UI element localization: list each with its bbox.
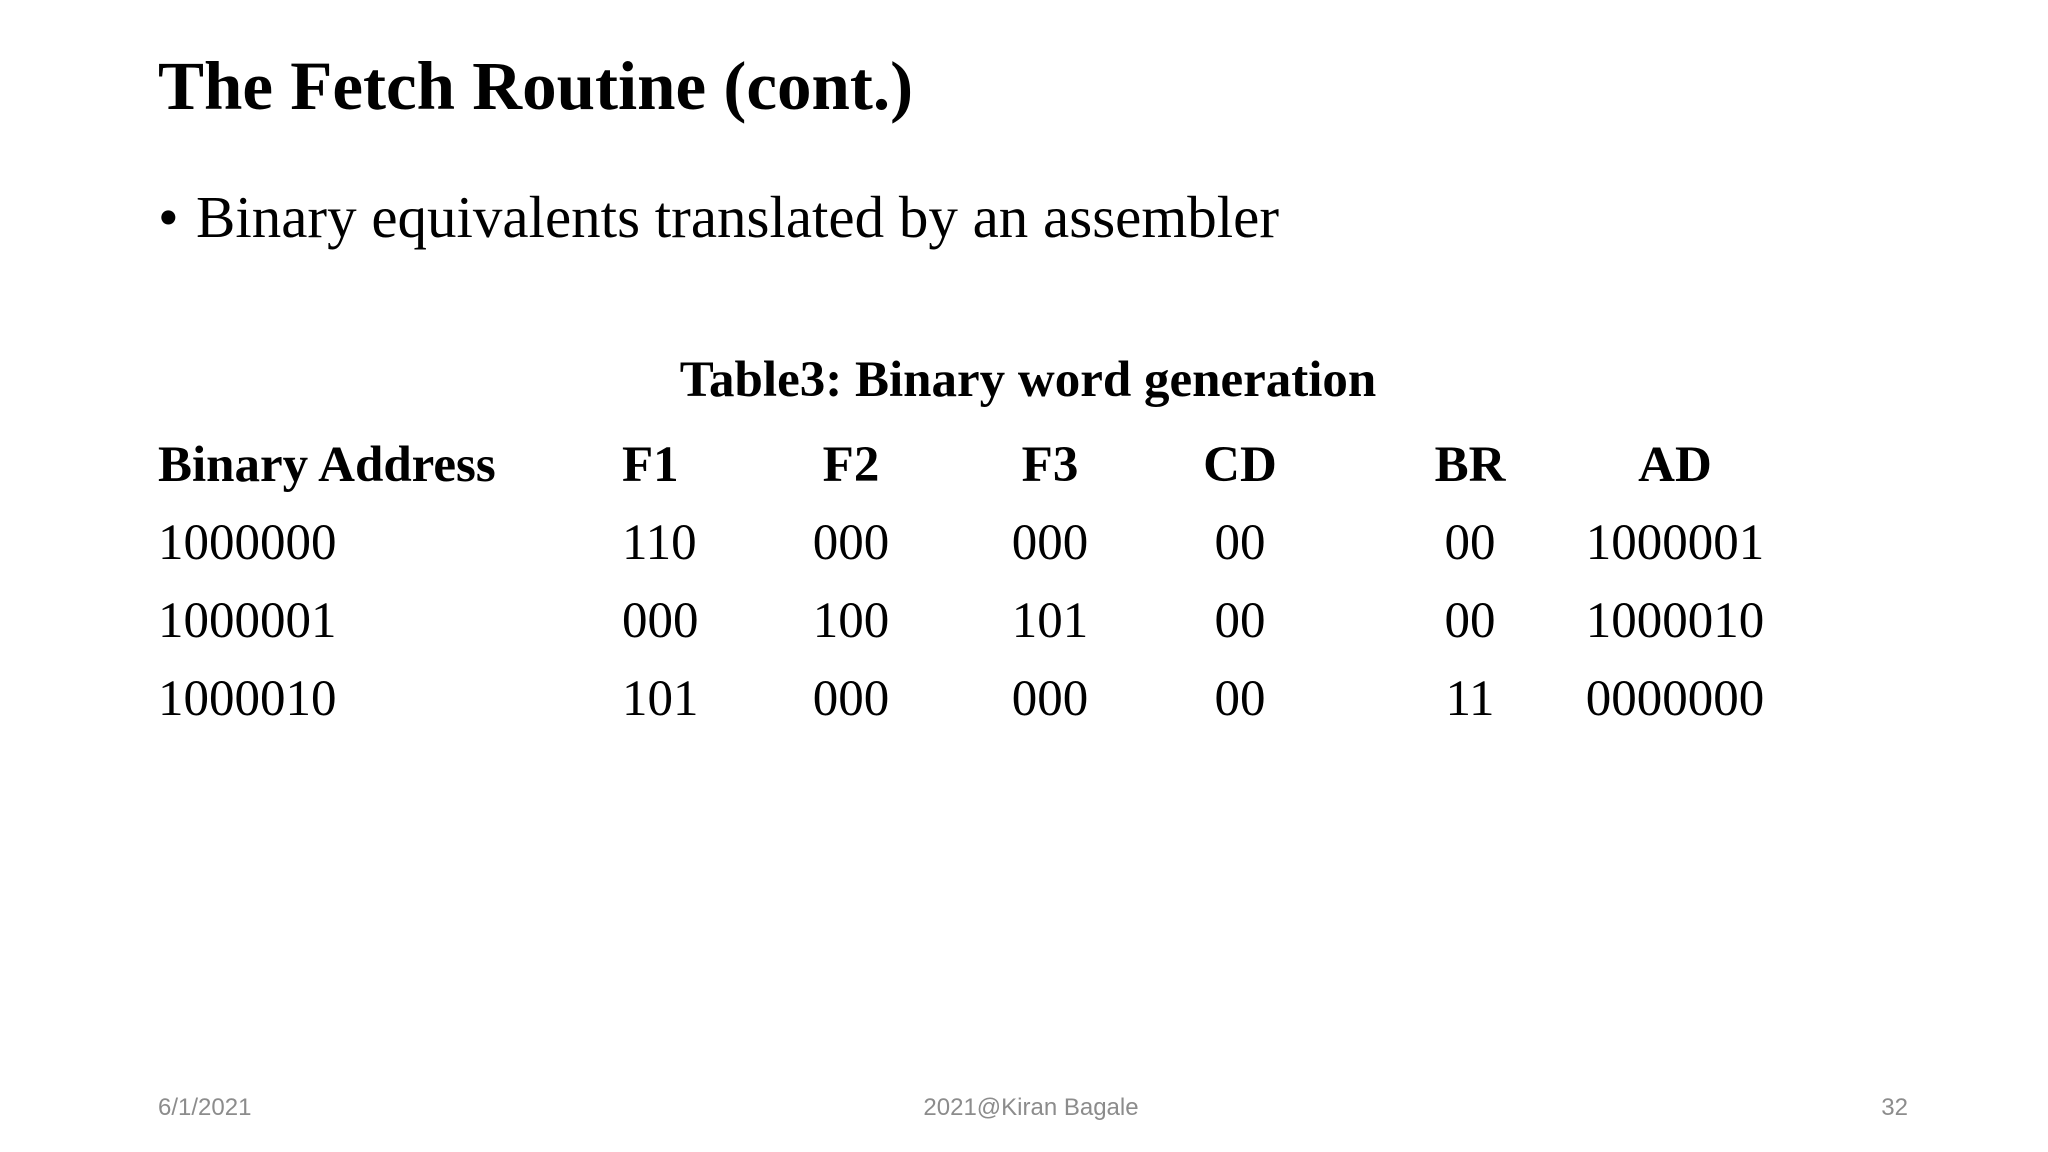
cell-br: 00 bbox=[1444, 515, 1496, 571]
table-row bbox=[0, 515, 2048, 578]
cell-ad: 0000000 bbox=[1585, 671, 1765, 727]
header-f2: F2 bbox=[822, 437, 880, 493]
header-ad: AD bbox=[1638, 437, 1712, 493]
cell-cd: 00 bbox=[1214, 671, 1266, 727]
cell-f3: 101 bbox=[1011, 593, 1089, 649]
cell-cd: 00 bbox=[1214, 593, 1266, 649]
cell-f2: 000 bbox=[812, 671, 890, 727]
header-binary-address: Binary Address bbox=[158, 437, 496, 493]
footer-page-number: 32 bbox=[1881, 1094, 1908, 1121]
cell-cd: 00 bbox=[1214, 515, 1266, 571]
footer-author: 2021@Kiran Bagale bbox=[923, 1094, 1139, 1121]
cell-binary-address: 1000001 bbox=[158, 593, 337, 649]
header-f3: F3 bbox=[1021, 437, 1079, 493]
table-caption-text: Table3: Binary word generation bbox=[679, 352, 1377, 408]
table-row bbox=[0, 593, 2048, 656]
bullet-icon: • bbox=[158, 184, 179, 250]
cell-f2: 000 bbox=[812, 515, 890, 571]
cell-br: 00 bbox=[1444, 593, 1496, 649]
table-row bbox=[0, 671, 2048, 734]
footer-date: 6/1/2021 bbox=[158, 1094, 252, 1121]
cell-binary-address: 1000010 bbox=[158, 671, 337, 727]
cell-f2: 100 bbox=[812, 593, 890, 649]
cell-br: 11 bbox=[1445, 671, 1495, 727]
cell-f1: 101 bbox=[622, 671, 699, 727]
cell-f1: 000 bbox=[622, 593, 699, 649]
cell-f3: 000 bbox=[1011, 515, 1089, 571]
cell-ad: 1000001 bbox=[1585, 515, 1765, 571]
bullet-point bbox=[158, 184, 1279, 250]
table-header-row bbox=[0, 437, 2048, 500]
header-cd: CD bbox=[1203, 437, 1277, 493]
cell-f1: 110 bbox=[622, 515, 697, 571]
cell-f3: 000 bbox=[1011, 671, 1089, 727]
cell-binary-address: 1000000 bbox=[158, 515, 337, 571]
table-caption bbox=[0, 352, 2048, 408]
header-f1: F1 bbox=[622, 437, 679, 493]
slide-title: The Fetch Routine (cont.) bbox=[158, 48, 914, 124]
header-br: BR bbox=[1434, 437, 1506, 493]
bullet-text: Binary equivalents translated by an assembler bbox=[196, 184, 1279, 250]
cell-ad: 1000010 bbox=[1585, 593, 1765, 649]
